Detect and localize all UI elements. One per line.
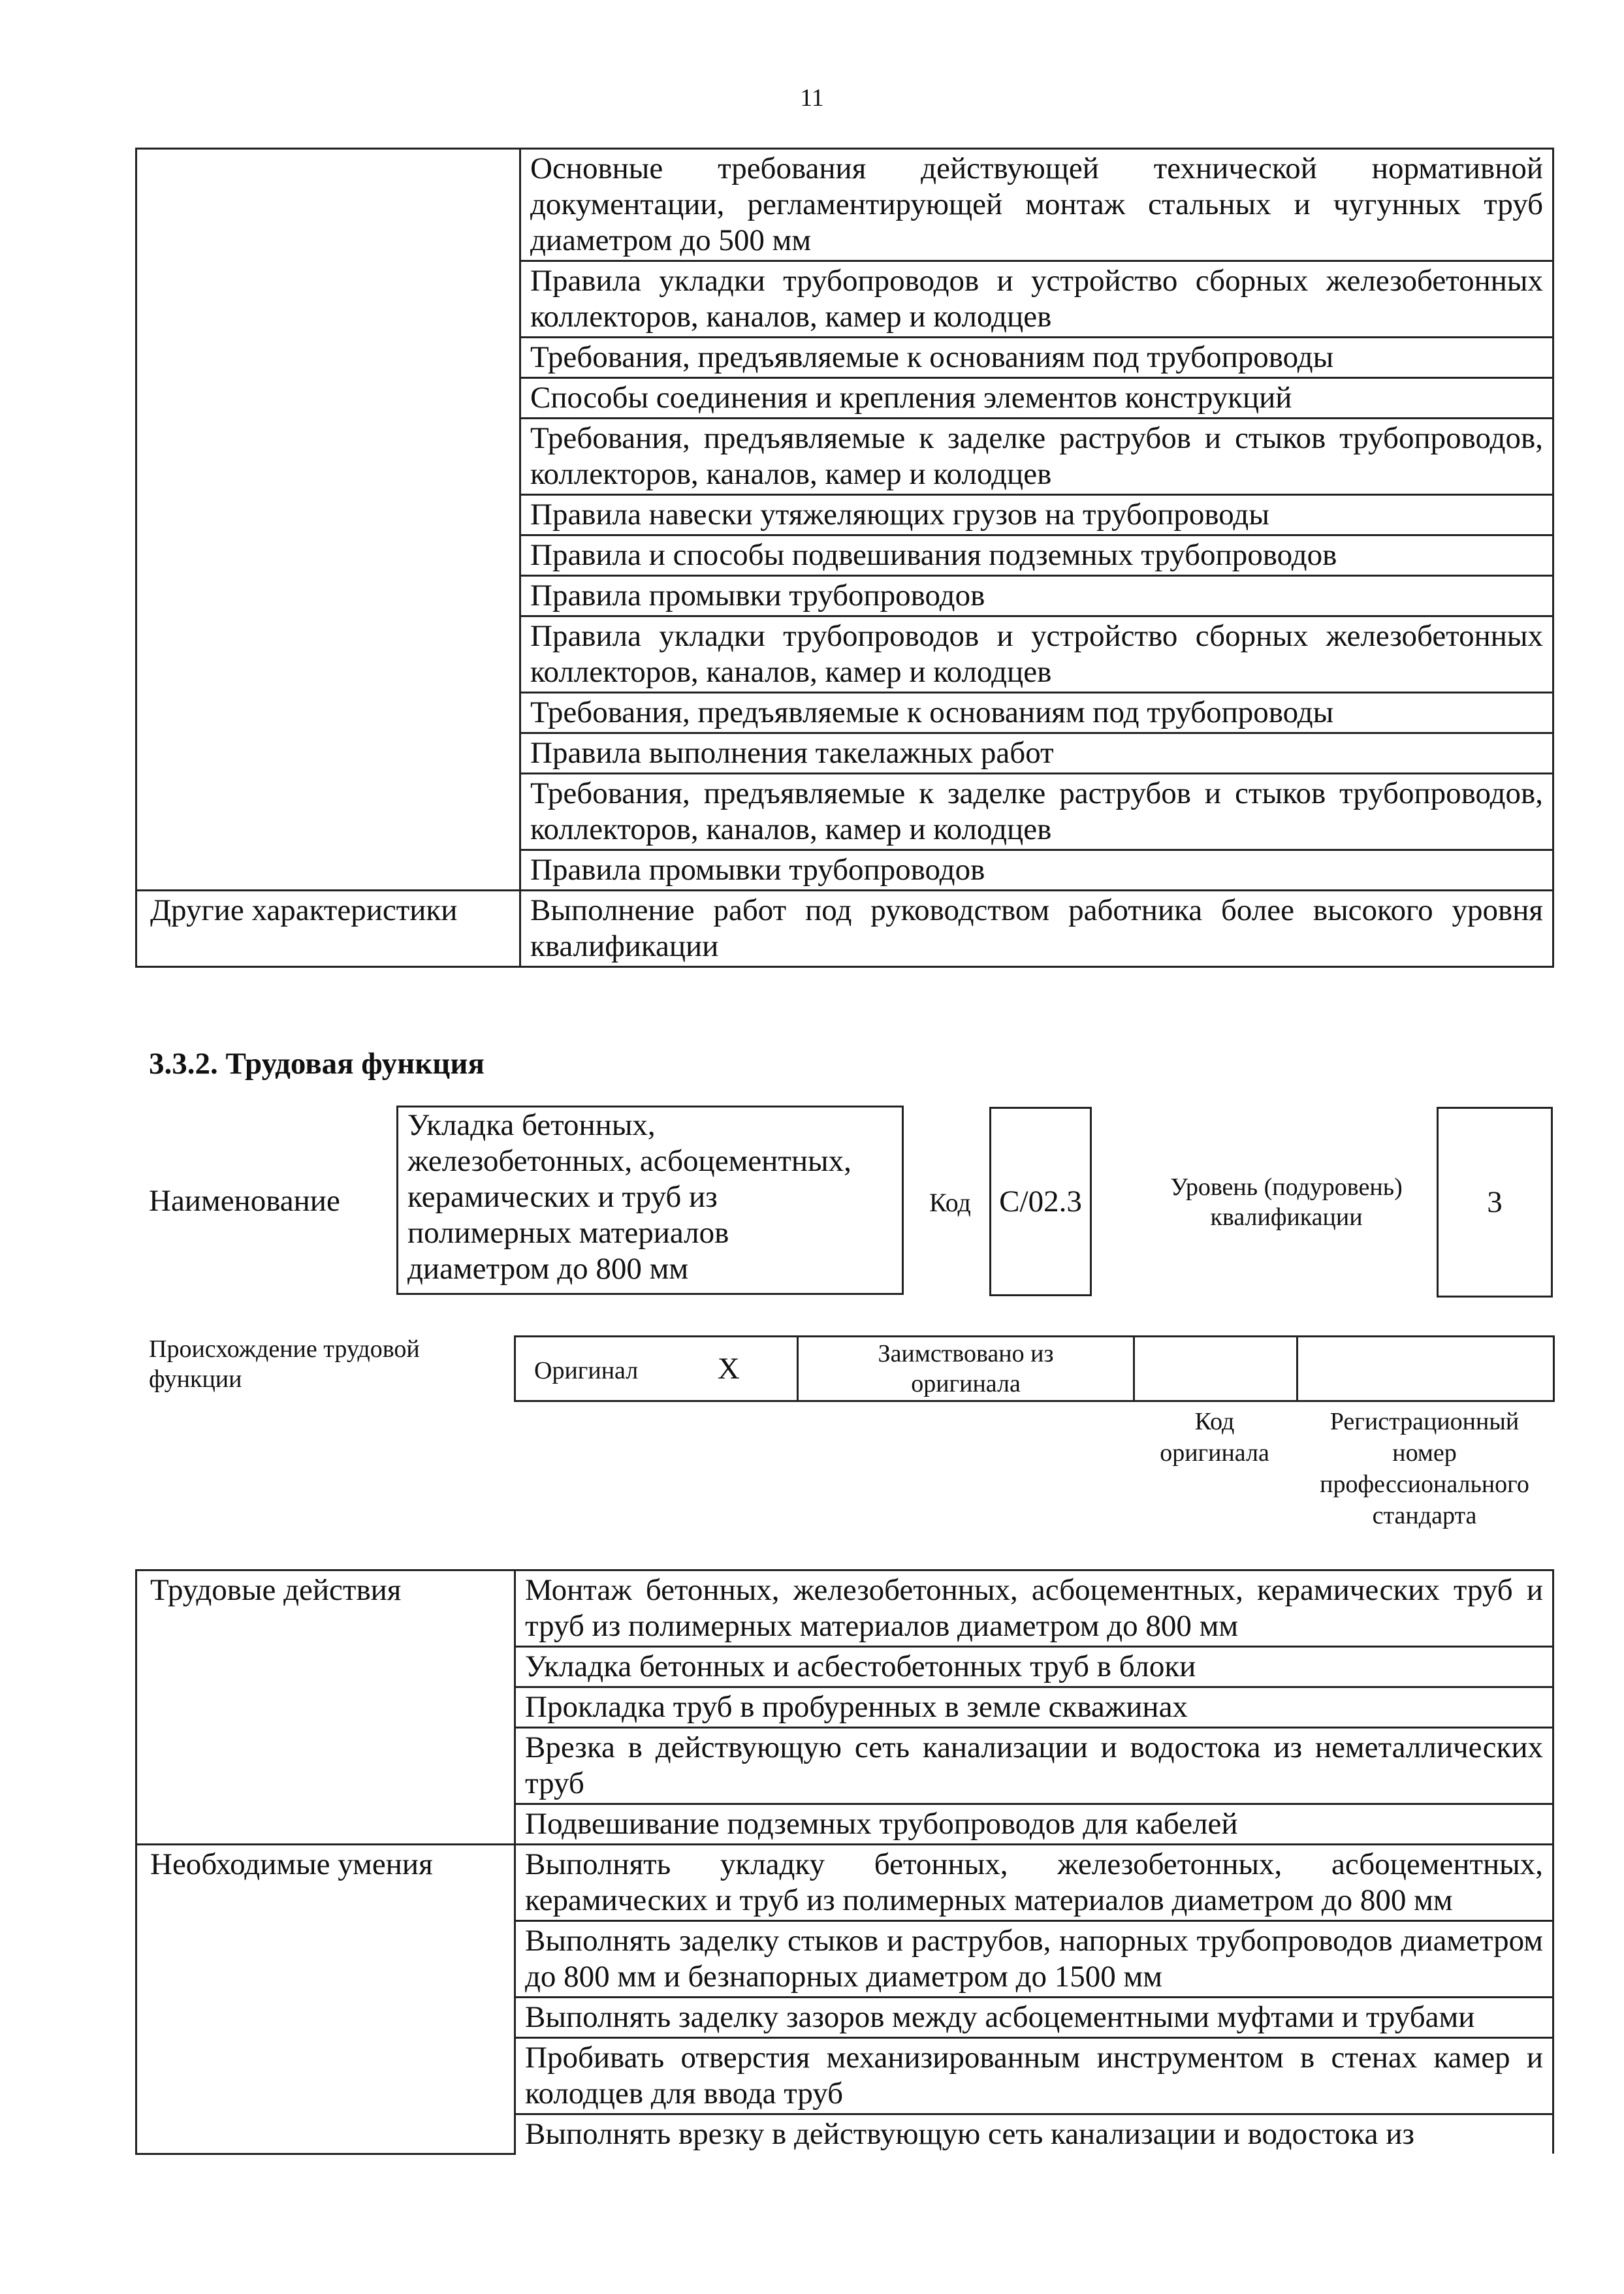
table-row: Требования, предъявляемые к заделке раструбов и стыков трубопроводов, коллекторов, каналов, камер и колодцев [520,774,1553,850]
table-row: Правила и способы подвешивания подземных трубопроводов [520,535,1553,576]
qualification-level-value: 3 [1487,1185,1503,1219]
caption-line: оригинала [1160,1439,1269,1467]
original-label: Оригинал [534,1357,639,1384]
required-skills-label: Необходимые умения [136,1845,515,2154]
original-code-caption [1133,1406,1296,1469]
qualification-level-label-line: Уровень (подуровень) [1170,1173,1403,1201]
table-row: Правила навески утяжеляющих грузов на трубопроводы [520,495,1553,535]
origin-label-line: функции [149,1365,242,1393]
registration-number-caption [1296,1406,1553,1531]
table-row: Пробивать отверстия механизированным инструментом в стенах камер и колодцев для ввода труб [515,2038,1553,2114]
function-name-line: железобетонных, асбоцементных, [407,1144,852,1178]
name-label: Наименование [149,1184,340,1218]
requirements-table-continued [135,148,1554,968]
table-row: Правила промывки трубопроводов [520,576,1553,616]
function-name-line: керамических и труб из [407,1180,718,1214]
function-name-line: диаметром до 800 мм [407,1252,689,1286]
function-name-line: полимерных материалов [407,1216,729,1250]
table-row: Правила укладки трубопроводов и устройство сборных железобетонных коллекторов, каналов, камер и колодцев [520,261,1553,338]
function-name-box [396,1106,904,1295]
registration-number-cell [1298,1337,1554,1401]
code-label: Код [929,1188,971,1217]
table-row: Укладка бетонных и асбестобетонных труб в блоки [515,1647,1553,1687]
qualification-level-box [1437,1107,1553,1298]
caption-line: стандарта [1372,1502,1477,1529]
other-characteristics-label: Другие характеристики [136,891,520,967]
section-title: 3.3.2. Трудовая функция [149,1047,485,1081]
table-row: Выполнять укладку бетонных, железобетонных, асбоцементных, керамических и труб из полимерных материалов диаметром до 800 мм [515,1845,1553,1921]
caption-line: профессионального [1320,1471,1529,1498]
caption-line: Регистрационный [1329,1408,1520,1435]
table-row: Правила промывки трубопроводов [520,850,1553,891]
table-row: Подвешивание подземных трубопроводов для кабелей [515,1804,1553,1845]
table-row: Выполнять врезку в действующую сеть канализации и водостока из [515,2114,1553,2154]
table-row: Требования, предъявляемые к заделке раструбов и стыков трубопроводов, коллекторов, каналов, камер и колодцев [520,419,1553,495]
table-row: Врезка в действующую сеть канализации и водостока из неметаллических труб [515,1728,1553,1804]
caption-line: Код [1194,1408,1235,1435]
origin-label-line: Происхождение трудовой [149,1335,420,1363]
caption-line: номер [1392,1439,1457,1467]
original-mark: X [717,1352,740,1386]
other-characteristics-value: Выполнение работ под руководством работника более высокого уровня квалификации [520,891,1553,967]
origin-label [149,1334,488,1394]
table-row: Правила укладки трубопроводов и устройство сборных железобетонных коллекторов, каналов, камер и колодцев [520,616,1553,693]
table-row: Выполнять заделку стыков и раструбов, напорных трубопроводов диаметром до 800 мм и безнапорных диаметром до 1500 мм [515,1921,1553,1998]
original-code-cell [1134,1337,1298,1401]
table-row: Монтаж бетонных, железобетонных, асбоцементных, керамических труб и труб из полимерных материалов диаметром до 800 мм [515,1570,1553,1647]
qualification-level-label [1149,1172,1424,1232]
table-row: Способы соединения и крепления элементов конструкций [520,378,1553,419]
borrowed-label-line: оригинала [911,1370,1021,1397]
table-row: Требования, предъявляемые к основаниям под трубопроводы [520,693,1553,733]
empty-label-cell [136,149,520,891]
code-box [989,1107,1092,1296]
labor-function-table [135,1569,1554,2155]
page-number: 11 [800,84,824,112]
table-row: Требования, предъявляемые к основаниям под трубопроводы [520,338,1553,378]
table-row: Прокладка труб в пробуренных в земле скважинах [515,1687,1553,1728]
table-row: Выполнять заделку зазоров между асбоцементными муфтами и трубами [515,1998,1553,2038]
code-value: С/02.3 [999,1185,1082,1219]
table-row: Основные требования действующей технической нормативной документации, регламентирующей монтаж стальных и чугунных труб диаметром до 500 мм [520,149,1553,261]
borrowed-cell [798,1337,1134,1401]
borrowed-label-line: Заимствовано из [878,1340,1054,1367]
table-row: Правила выполнения такелажных работ [520,733,1553,774]
labor-actions-label: Трудовые действия [136,1570,515,1845]
original-cell [515,1337,798,1401]
origin-table [514,1335,1555,1402]
qualification-level-label-line: квалификации [1210,1203,1363,1231]
function-name-line: Укладка бетонных, [407,1108,656,1142]
